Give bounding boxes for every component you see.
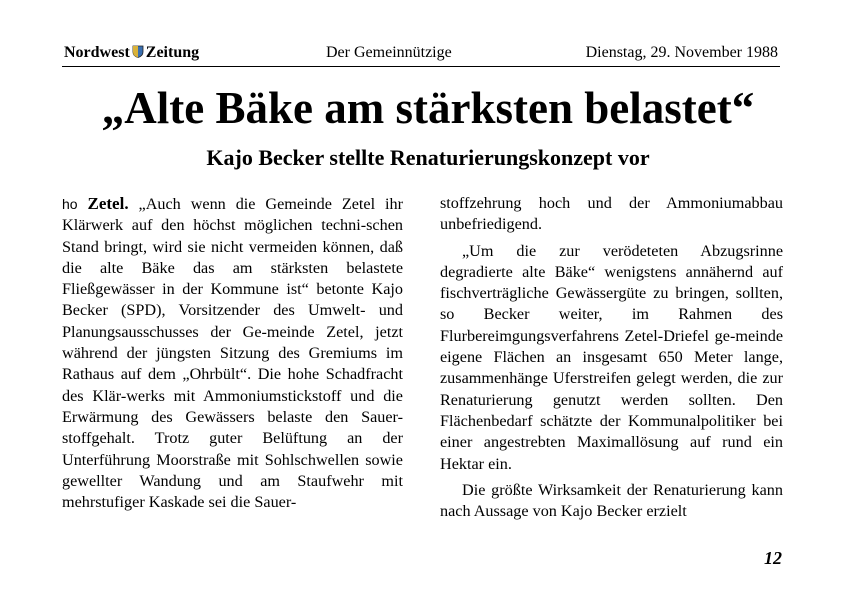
article-paragraph [62, 193, 403, 513]
article-paragraph: „Um die zur verödeteten Abzugsrinne degradierte alte Bäke“ wenigstens annähernd auf fischverträgliche Gewässergüte zu bringen, sollten, so Becker weiter, im Rahmen des Flurbereimgungsverfahrens Zetel-Driefel ge-meinde eigene Flächen an insgesamt 650 Meter lange, zusammenhänge Uferstreifen gelegt werden, die zur Renaturierung genutzt werden sollten. Den Flächenbedarf schätzte der Kommunalpolitiker bei einer angestrebten Maximallösung auf rund ein Hektar ein. [440, 241, 783, 473]
page-number: 12 [764, 548, 782, 568]
article-paragraph: stoffzehrung hoch und der Ammoniumabbau unbefriedigend. [440, 194, 783, 234]
headline: „Alte Bäke am stärksten belastet“ [101, 83, 755, 133]
subheadline: Kajo Becker stellte Renaturierungskonzept vor [206, 145, 650, 170]
paragraph-text: „Auch wenn die Gemeinde Zetel ihr Klärwerk auf den höchst möglichen techni-schen Stand bringt, wird sie nicht vermeiden können, daß die alte Bäke das am stärksten belastete Fließgewässer in der Kommune ist“ betonte Kajo Becker (SPD), Vorsitzender des Umwelt- und Planungsausschusses der Ge-meinde Zetel, jetzt während der jüngsten Sitzung des Gremiums im Rathaus auf dem „Ohrbült“. Die hohe Schadfracht des Klär-werks mit Ammoniumstickstoff und die Erwärmung des Gewässers belaste den Sauer-stoffgehalt. Trotz guter Belüftung an der Unterführung Moorstraße mit Sohlschwellen sowie gewellter Wandung und am Staufwehr mit mehrstufiger Kaskade sei die Sauer- [62, 195, 404, 512]
section-title: Der Gemeinnützige [326, 44, 452, 61]
article-column-right [440, 193, 783, 522]
coat-of-arms-icon [132, 45, 144, 58]
dateline: Zetel. [87, 194, 129, 213]
author-initials: ho [62, 196, 78, 212]
issue-date: Dienstag, 29. November 1988 [585, 44, 778, 61]
newspaper-name: Nordwest Zeitung [64, 44, 200, 61]
article-paragraph: Die größte Wirksamkeit der Renaturierung kann nach Aussage von Kajo Becker erzielt [440, 480, 783, 521]
masthead [62, 44, 780, 67]
article-column-left [62, 193, 403, 513]
